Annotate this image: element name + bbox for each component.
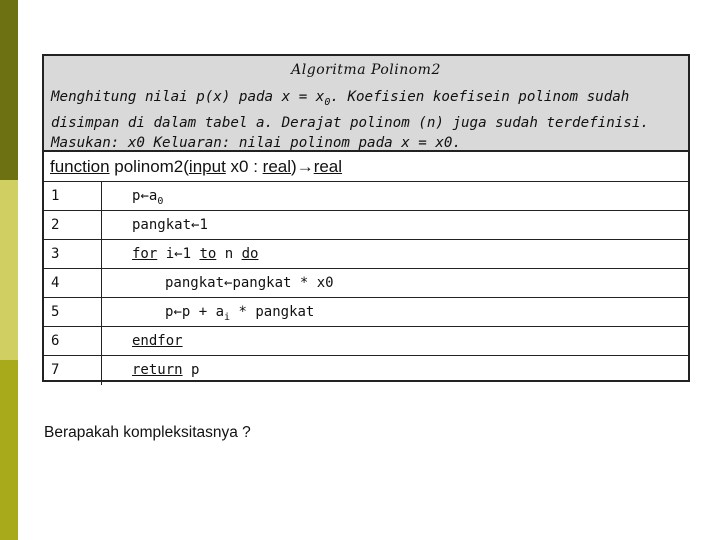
code-row-7 — [44, 356, 688, 385]
code-token: 1 — [199, 217, 208, 233]
desc-line-1a: Menghitung nilai p(x) pada x = x — [51, 89, 325, 105]
kw-function: function — [50, 157, 110, 176]
arrow-left-icon: ← — [191, 217, 200, 233]
code-token: * pangkat — [230, 304, 315, 320]
desc-line-3: Masukan: x0 Keluaran: nilai polinom pada x = x0. — [51, 135, 461, 151]
arrow-left-icon: ← — [140, 188, 149, 204]
line-number: 6 — [44, 327, 102, 355]
line-number: 1 — [44, 182, 102, 210]
return-type: real — [313, 157, 343, 176]
side-stripe-bottom — [0, 360, 18, 540]
side-stripe-top — [0, 0, 18, 180]
code-token: i — [157, 246, 175, 262]
code-line — [132, 240, 258, 269]
code-line — [132, 211, 208, 240]
arrow-left-icon: ← — [174, 246, 183, 262]
line-number: 5 — [44, 298, 102, 326]
code-row-6 — [44, 327, 688, 356]
code-row-5 — [44, 298, 688, 327]
kw-return: return — [132, 362, 183, 378]
line-number: 7 — [44, 356, 102, 385]
algorithm-title: Algoritma Polinom2 — [291, 62, 441, 78]
code-row-1 — [44, 182, 688, 211]
subscript: i — [224, 312, 231, 323]
code-row-4 — [44, 269, 688, 298]
arrow-right-icon: → — [296, 157, 314, 176]
code-token: a — [148, 188, 158, 204]
close-paren: ) — [291, 157, 297, 176]
subscript: 0 — [157, 196, 164, 207]
code-token: pangkat — [132, 217, 192, 233]
code-token: p — [165, 304, 174, 320]
code-line — [132, 356, 199, 385]
code-token: p + a — [181, 304, 225, 320]
side-stripe-middle — [0, 180, 18, 360]
kw-to: to — [199, 246, 217, 262]
code-line — [165, 269, 334, 298]
kw-for: for — [132, 246, 158, 262]
arrow-left-icon: ← — [224, 275, 233, 291]
kw-endfor: endfor — [132, 333, 183, 349]
code-token: pangkat * x0 — [232, 275, 334, 291]
code-token: p — [182, 362, 200, 378]
code-token: p — [132, 188, 141, 204]
param: x0 : — [225, 157, 263, 176]
code-token: pangkat — [165, 275, 225, 291]
arrow-left-icon: ← — [173, 304, 182, 320]
algorithm-description — [51, 87, 684, 153]
kw-do: do — [241, 246, 259, 262]
kw-real: real — [262, 157, 292, 176]
kw-input: input — [188, 157, 226, 176]
line-number: 3 — [44, 240, 102, 268]
desc-line-1b: . Koefisien koefisein polinom sudah — [330, 89, 630, 105]
function-signature — [44, 152, 688, 182]
algorithm-box — [42, 54, 690, 382]
code-row-3 — [44, 240, 688, 269]
code-token: n — [216, 246, 242, 262]
line-number: 2 — [44, 211, 102, 239]
desc-line-2: disimpan di dalam tabel a. Derajat polinom (n) juga sudah terdefinisi. — [51, 115, 649, 131]
code-row-2 — [44, 211, 688, 240]
code-line — [132, 327, 183, 356]
question-text: Berapakah kompleksitasnya ? — [44, 424, 251, 441]
desc-subscript: 0 — [324, 97, 331, 108]
line-number: 4 — [44, 269, 102, 297]
function-name: polinom2( — [109, 157, 189, 176]
algorithm-header — [44, 56, 688, 152]
code-token: 1 — [182, 246, 200, 262]
